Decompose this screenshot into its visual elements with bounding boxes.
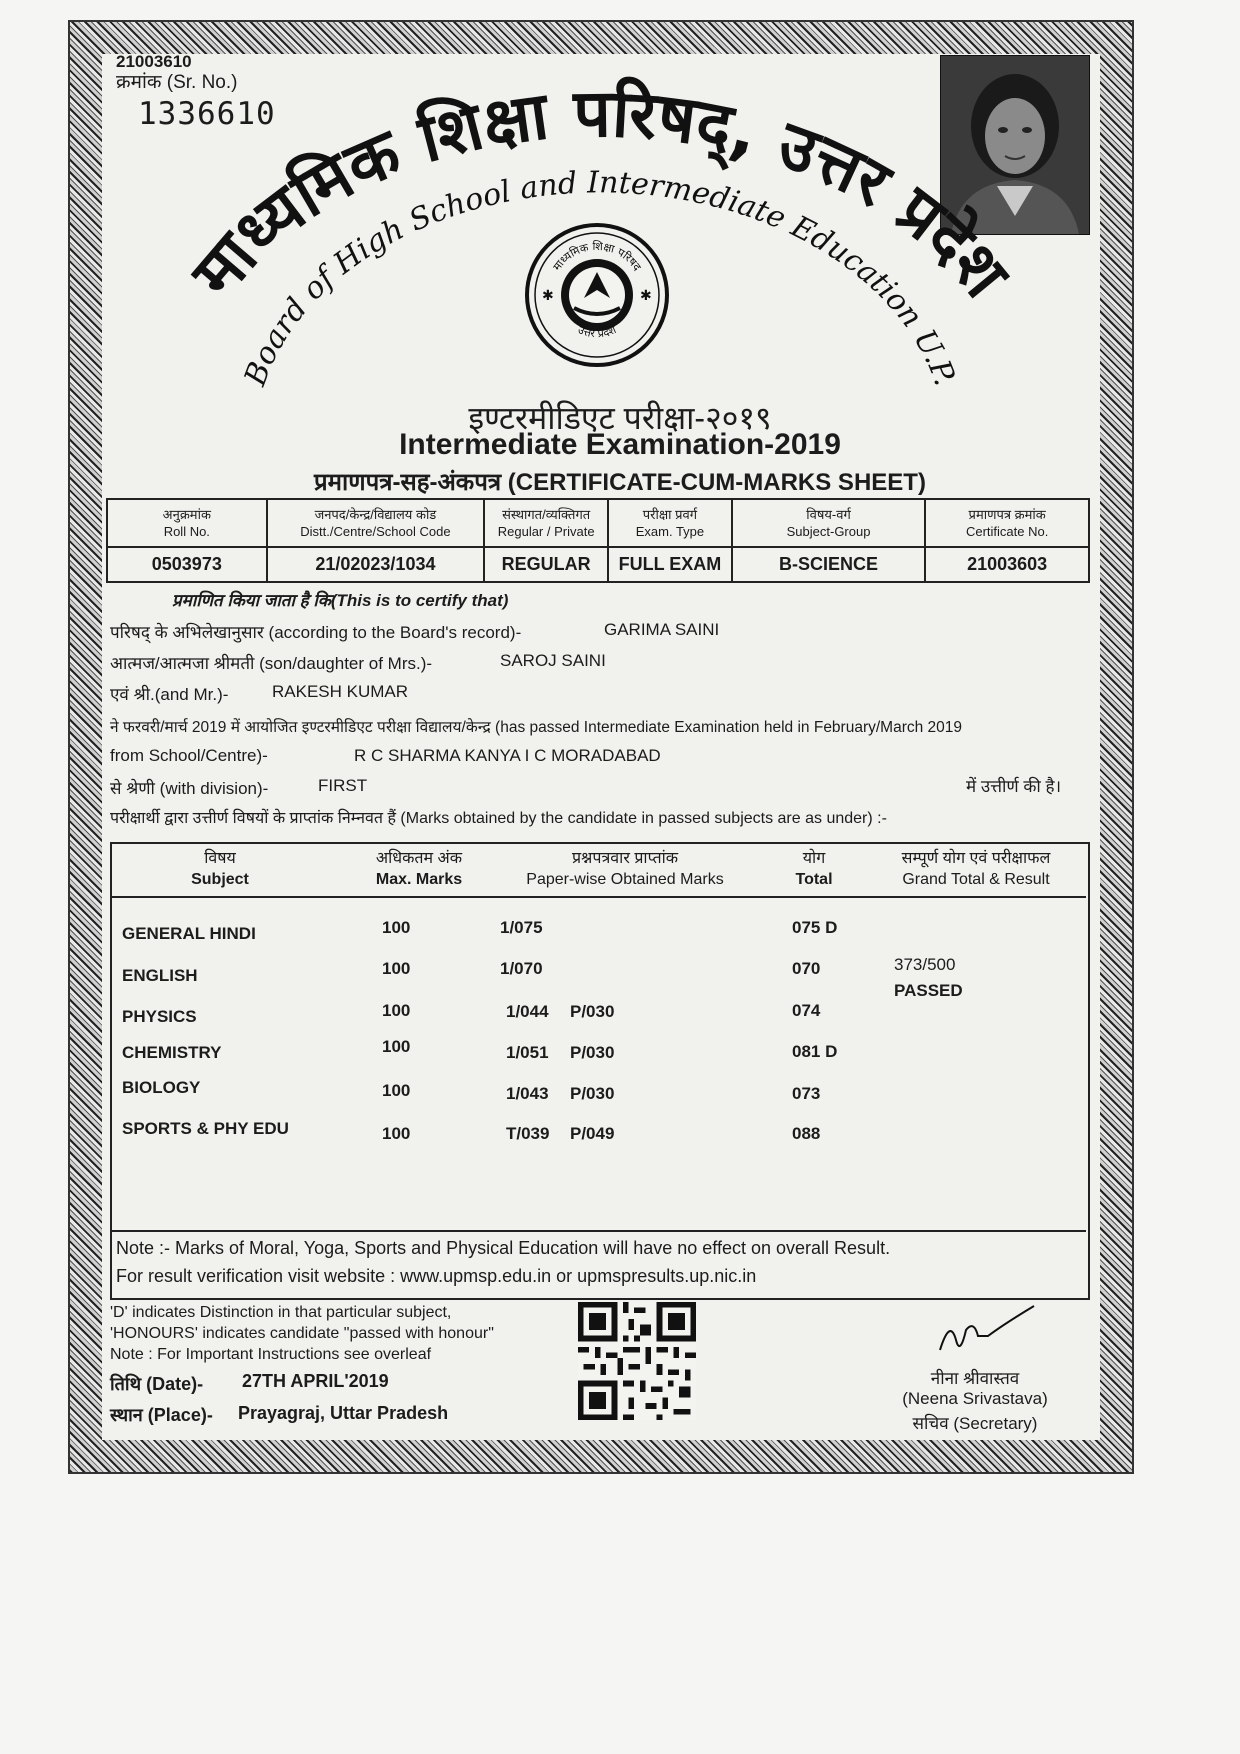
signatory-name: (Neena Srivastava): [902, 1389, 1048, 1408]
signatory-title: सचिव (Secretary): [912, 1414, 1038, 1433]
total-cell: 075 D: [792, 918, 838, 937]
father-name: RAKESH KUMAR: [272, 682, 409, 701]
marks-header-total: योग Total: [795, 850, 833, 888]
mother-name: SAROJ SAINI: [500, 651, 606, 670]
serial-label: क्रमांक (Sr. No.): [116, 72, 238, 93]
instructions-note: Note : For Important Instructions see overleaf: [110, 1346, 432, 1363]
distinction-note: 'D' indicates Distinction in that particular subject,: [110, 1304, 452, 1321]
subject-cell: GENERAL HINDI: [122, 924, 256, 943]
max-marks-cell: 100: [382, 1081, 411, 1100]
certificate-title: प्रमाणपत्र-सह-अंकपत्र (CERTIFICATE-CUM-MARKS SHEET): [314, 469, 926, 496]
svg-text:माध्यमिक शिक्षा परिषद: माध्यमिक शिक्षा परिषद: [550, 239, 644, 274]
passed-line: ने फरवरी/मार्च 2019 में आयोजित इण्टरमीडिएट परीक्षा विद्यालय/केन्द्र (has passed Intermediate Examination held in February/March 2019: [110, 719, 963, 736]
marks-header-paperwise: प्रश्नपत्रवार प्राप्तांक Paper-wise Obtained Marks: [526, 850, 724, 888]
header-code: जनपद/केन्द्र/विद्यालय कोड Distt./Centre/School Code: [267, 499, 485, 547]
exam-title-english: Intermediate Examination-2019: [399, 428, 841, 461]
passed-hindi: में उत्तीर्ण की है।: [966, 777, 1062, 796]
marks-header-max: अधिकतम अंक Max. Marks: [375, 850, 463, 888]
certify-intro: प्रमाणित किया जाता है कि(This is to certify that): [172, 591, 509, 610]
candidate-name: GARIMA SAINI: [604, 620, 720, 639]
svg-text:✱: ✱: [640, 287, 652, 303]
paper1-cell: T/039: [506, 1124, 550, 1143]
header-roll: अनुक्रमांक Roll No.: [107, 499, 267, 547]
school-name: R C SHARMA KANYA I C MORADABAD: [354, 746, 661, 765]
marks-header-subject: विषय Subject: [191, 850, 249, 888]
subject-group: B-SCIENCE: [732, 547, 926, 582]
signatory-name-hindi: नीना श्रीवास्तव: [930, 1369, 1020, 1388]
board-name-english: Board of High School and Intermediate Education U.P.: [237, 165, 963, 391]
paper2-cell: P/030: [570, 1002, 615, 1021]
place-label: स्थान (Place)-: [110, 1405, 213, 1425]
paper2-cell: P/049: [570, 1124, 615, 1143]
subject-cell: CHEMISTRY: [122, 1043, 222, 1062]
grand-total: 373/500: [894, 955, 956, 974]
total-cell: 074: [792, 1001, 821, 1020]
issue-date: 27TH APRIL'2019: [242, 1371, 389, 1391]
info-table: [106, 498, 1090, 583]
paper1-cell: 1/070: [500, 959, 543, 978]
division: FIRST: [318, 776, 368, 795]
school-code: 21/02023/1034: [267, 547, 485, 582]
note-line-1: Note :- Marks of Moral, Yoga, Sports and Physical Education will have no effect on overall Result.: [116, 1238, 891, 1258]
exam-type: FULL EXAM: [608, 547, 732, 582]
marks-intro: परीक्षार्थी द्वारा उत्तीर्ण विषयों के प्राप्तांक निम्नवत हैं (Marks obtained by the candidate in passed subjects are as under) :-: [110, 810, 887, 827]
header-cert-no: प्रमाणपत्र क्रमांक Certificate No.: [925, 499, 1089, 547]
max-marks-cell: 100: [382, 959, 411, 978]
school-label: from School/Centre)-: [110, 746, 268, 765]
serial-stamp: 1336610: [138, 96, 276, 132]
issue-place: Prayagraj, Uttar Pradesh: [238, 1403, 449, 1423]
header-exam-type: परीक्षा प्रवर्ग Exam. Type: [608, 499, 732, 547]
max-marks-cell: 100: [382, 1124, 411, 1143]
max-marks-cell: 100: [382, 1001, 411, 1020]
paper2-cell: P/030: [570, 1084, 615, 1103]
subject-cell: BIOLOGY: [122, 1078, 201, 1097]
serial-number: 21003610: [116, 52, 192, 71]
max-marks-cell: 100: [382, 1037, 411, 1056]
signature-icon: [930, 1300, 1040, 1360]
subject-cell: SPORTS & PHY EDU: [122, 1119, 289, 1138]
total-cell: 088: [792, 1124, 821, 1143]
paper1-cell: 1/043: [506, 1084, 549, 1103]
qr-code-icon: [578, 1302, 696, 1420]
header-subject-group: विषय-वर्ग Subject-Group: [732, 499, 926, 547]
paper1-cell: 1/075: [500, 918, 543, 937]
subject-cell: PHYSICS: [122, 1007, 197, 1026]
father-label: एवं श्री.(and Mr.)-: [110, 685, 229, 704]
marks-header-grand-total: सम्पूर्ण योग एवं परीक्षाफल Grand Total & Result: [901, 850, 1051, 888]
paper1-cell: 1/051: [506, 1043, 549, 1062]
board-name-hindi: माध्यमिक शिक्षा परिषद्, उत्तर प्रदेश: [176, 74, 1024, 312]
roll-number: 0503973: [107, 547, 267, 582]
exam-title-hindi: इण्टरमीडिएट परीक्षा-२०१९: [468, 400, 772, 436]
result: PASSED: [894, 981, 963, 1000]
svg-text:उत्तर प्रदेश: उत्तर प्रदेश: [575, 323, 619, 341]
note-line-2: For result verification visit website : www.upmsp.edu.in or upmspresults.up.nic.in: [116, 1266, 757, 1286]
total-cell: 081 D: [792, 1042, 838, 1061]
paper1-cell: 1/044: [506, 1002, 549, 1021]
board-seal-icon: [522, 220, 672, 370]
record-label: परिषद् के अभिलेखानुसार (according to the Board's record)-: [110, 623, 522, 642]
regular-private: REGULAR: [484, 547, 608, 582]
division-label: से श्रेणी (with division)-: [110, 779, 269, 798]
mother-label: आत्मज/आत्मजा श्रीमती (son/daughter of Mrs.)-: [110, 654, 433, 673]
date-label: तिथि (Date)-: [110, 1374, 204, 1394]
honours-note: 'HONOURS' indicates candidate "passed with honour": [110, 1325, 494, 1342]
max-marks-cell: 100: [382, 918, 411, 937]
total-cell: 070: [792, 959, 821, 978]
total-cell: 073: [792, 1084, 821, 1103]
paper2-cell: P/030: [570, 1043, 615, 1062]
svg-text:✱: ✱: [542, 287, 554, 303]
subject-cell: ENGLISH: [122, 966, 198, 985]
certificate-number: 21003603: [925, 547, 1089, 582]
header-regular: संस्थागत/व्यक्तिगत Regular / Private: [484, 499, 608, 547]
